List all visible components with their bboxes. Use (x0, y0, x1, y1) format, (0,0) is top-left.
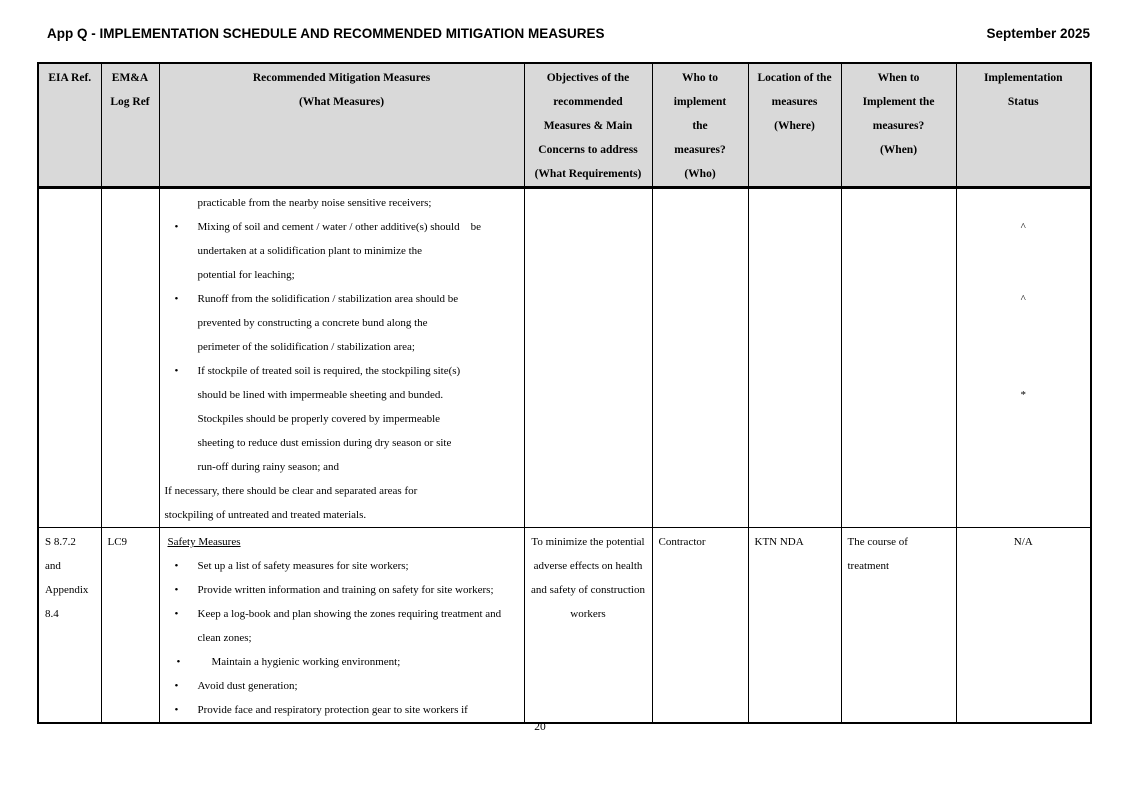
cell-line: The course of (847, 536, 908, 548)
header-line: Objectives of the (546, 72, 630, 84)
measure-line: sheeting to reduce dust emission during dry season or site (197, 437, 452, 449)
cell-line: workers (570, 608, 606, 620)
measure-line: Safety Measures (167, 536, 241, 548)
cell-objectives (524, 188, 652, 528)
running-header (47, 26, 1090, 41)
header-line: Location of the (757, 72, 832, 84)
header-line: EM&A (111, 72, 149, 84)
header-line: Concerns to address (538, 144, 638, 156)
header-cell-ema_log (101, 63, 159, 188)
cell-line: ^ (1020, 293, 1026, 305)
header-cell-measures (159, 63, 524, 188)
header-line: When to (877, 72, 920, 84)
cell-line: and safety of construction (531, 584, 645, 596)
cell-line (957, 479, 1091, 503)
header-cell-who (652, 63, 748, 188)
header-line: implement (673, 96, 727, 108)
cell-line (957, 191, 1091, 215)
header-line: recommended (553, 96, 623, 108)
measure-line: should be lined with impermeable sheeting and bunded. (197, 389, 444, 401)
header-cell-eia_ref (38, 63, 101, 188)
measure-line: undertaken at a solidification plant to minimize the (197, 245, 423, 257)
cell-line: treatment (847, 560, 890, 572)
cell-who (652, 528, 748, 724)
measure-line: practicable from the nearby noise sensitive receivers; (197, 197, 432, 209)
measure-line: prevented by constructing a concrete bund along the (197, 317, 428, 329)
cell-line (957, 503, 1091, 527)
table-row (38, 188, 1091, 528)
table-row (38, 528, 1091, 724)
cell-line: adverse effects on health (533, 560, 643, 572)
cell-line (957, 359, 1091, 383)
cell-line: Appendix (45, 584, 89, 596)
measure-line: • Runoff from the solidification / stabilization area should be (160, 287, 524, 311)
schedule-table (37, 62, 1092, 724)
table-head (38, 63, 1091, 188)
header-line: Implement the (862, 96, 935, 108)
measure-line: • Avoid dust generation; (160, 674, 524, 698)
header-cell-objectives (524, 63, 652, 188)
cell-line (957, 239, 1091, 263)
cell-when (841, 188, 956, 528)
header-line: Measures & Main (543, 120, 633, 132)
cell-line (957, 455, 1091, 479)
measure-line: • If stockpile of treated soil is required, the stockpiling site(s) (160, 359, 524, 383)
measure-line: perimeter of the solidification / stabilization area; (197, 341, 415, 353)
measure-line: If necessary, there should be clear and separated areas for (164, 485, 418, 497)
cell-line: 8.4 (45, 608, 59, 620)
cell-where (748, 188, 841, 528)
header-line: (When) (879, 144, 918, 156)
cell-line: and (45, 560, 61, 572)
header-cell-where (748, 63, 841, 188)
cell-line (957, 311, 1091, 335)
cell-line: S 8.7.2 (45, 536, 76, 548)
measure-line: • Provide written information and training on safety for site workers; (160, 578, 524, 602)
measure-line: potential for leaching; (197, 269, 295, 281)
table-body (38, 188, 1091, 724)
cell-line: KTN NDA (754, 536, 804, 548)
cell-status (956, 188, 1091, 528)
header-line: (What Measures) (298, 96, 385, 108)
measure-line: run-off during rainy season; and (197, 461, 340, 473)
cell-line (957, 431, 1091, 455)
cell-measures (159, 528, 524, 724)
header-line: Who to (681, 72, 719, 84)
measure-line: stockpiling of untreated and treated materials. (164, 509, 367, 521)
cell-line: * (1020, 389, 1026, 401)
measure-line: Stockpiles should be properly covered by impermeable (197, 413, 441, 425)
header-line: measures? (674, 144, 726, 156)
header-line: EIA Ref. (48, 72, 92, 84)
cell-status (956, 528, 1091, 724)
header-cell-status (956, 63, 1091, 188)
header-line: Status (1007, 96, 1039, 108)
cell-line: To minimize the potential (531, 536, 645, 548)
cell-line: ^ (1020, 221, 1026, 233)
cell-eia-ref (38, 188, 101, 528)
measure-line: clean zones; (197, 632, 252, 644)
measure-line: • Maintain a hygienic working environment; (160, 650, 524, 674)
cell-line: N/A (1013, 536, 1033, 548)
cell-line: LC9 (107, 536, 128, 548)
header-line: (Who) (684, 168, 716, 180)
header-line: Log Ref (110, 96, 150, 108)
header-line: (What Requirements) (534, 168, 642, 180)
header-line: Recommended Mitigation Measures (252, 72, 431, 84)
cell-where (748, 528, 841, 724)
measure-line: • Set up a list of safety measures for site workers; (160, 554, 524, 578)
header-cell-when (841, 63, 956, 188)
header-row (38, 63, 1091, 188)
cell-line (957, 407, 1091, 431)
header-line: Implementation (983, 72, 1063, 84)
cell-line: Contractor (658, 536, 706, 548)
measure-line: • Provide face and respiratory protection gear to site workers if (160, 698, 524, 722)
page-number: 20 (534, 721, 546, 733)
header-line: measures (771, 96, 818, 108)
header-line: measures? (872, 120, 925, 132)
cell-ema-log-ref (101, 188, 159, 528)
cell-line (957, 263, 1091, 287)
measure-line: • Keep a log-book and plan showing the zones requiring treatment and (160, 602, 524, 626)
measure-line: • Mixing of soil and cement / water / other additive(s) should be (160, 215, 524, 239)
cell-eia-ref (38, 528, 101, 724)
implementation-schedule-table-wrap (37, 62, 1090, 724)
cell-measures (159, 188, 524, 528)
header-line: (Where) (774, 120, 815, 132)
cell-when (841, 528, 956, 724)
page-title: App Q - IMPLEMENTATION SCHEDULE AND RECOMMENDED MITIGATION MEASURES (47, 26, 605, 41)
page-date: September 2025 (986, 26, 1090, 41)
cell-who (652, 188, 748, 528)
header-line: the (692, 120, 708, 132)
cell-objectives (524, 528, 652, 724)
cell-line (957, 335, 1091, 359)
cell-ema-log-ref (101, 528, 159, 724)
